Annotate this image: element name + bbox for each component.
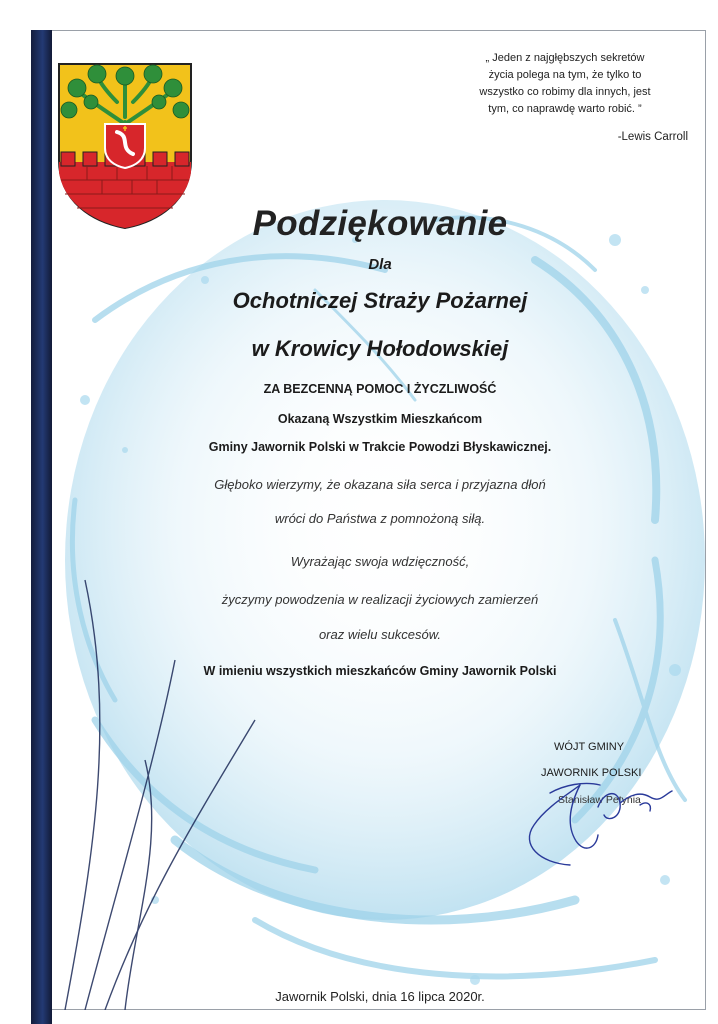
body-line: Wyrażając swoja wdzięczność,: [290, 554, 470, 569]
quote-line: tym, co naprawdę warto robić. ”: [488, 103, 642, 115]
signatory-title-2: JAWORNIK POLSKI: [541, 767, 642, 779]
body-line: życzymy powodzenia w realizacji życiowych zamierzeń: [221, 592, 539, 607]
body-line: Głęboko wierzymy, że okazana siła serca i przyjazna dłoń: [214, 477, 546, 492]
signatory-name: Stanisław Petynia: [558, 794, 641, 806]
closing-line: W imieniu wszystkich mieszkańców Gminy Jawornik Polski: [203, 664, 557, 678]
quote-author: -Lewis Carroll: [617, 131, 688, 143]
signatory-title-1: WÓJT GMINY: [554, 741, 625, 753]
quote: [450, 50, 680, 118]
quote-line: życia polega na tym, że tylko to: [488, 69, 642, 81]
recipient-line-2: w Krowicy Hołodowskiej: [251, 336, 509, 361]
place-and-date: Jawornik Polski, dnia 16 lipca 2020r.: [275, 989, 485, 1004]
shown-to: Okazaną Wszystkim Mieszkańcom: [277, 412, 483, 426]
quote-line: „ Jeden z najgłębszych sekretów: [485, 52, 645, 64]
certificate-title: Podziękowanie: [252, 204, 508, 243]
body-line: wróci do Państwa z pomnożoną siłą.: [274, 511, 486, 526]
side-bar: [31, 30, 52, 1024]
gmina-line: Gminy Jawornik Polski w Trakcie Powodzi Błyskawicznej.: [208, 440, 552, 454]
certificate-for: Dla: [368, 256, 392, 273]
handwritten-signature: [500, 745, 680, 875]
quote-line: wszystko co robimy dla innych, jest: [479, 86, 651, 98]
body-line: oraz wielu sukcesów.: [318, 627, 442, 642]
reason: ZA BEZCENNĄ POMOC I ŻYCZLIWOŚĆ: [263, 382, 497, 396]
recipient-line-1: Ochotniczej Straży Pożarnej: [232, 288, 528, 313]
